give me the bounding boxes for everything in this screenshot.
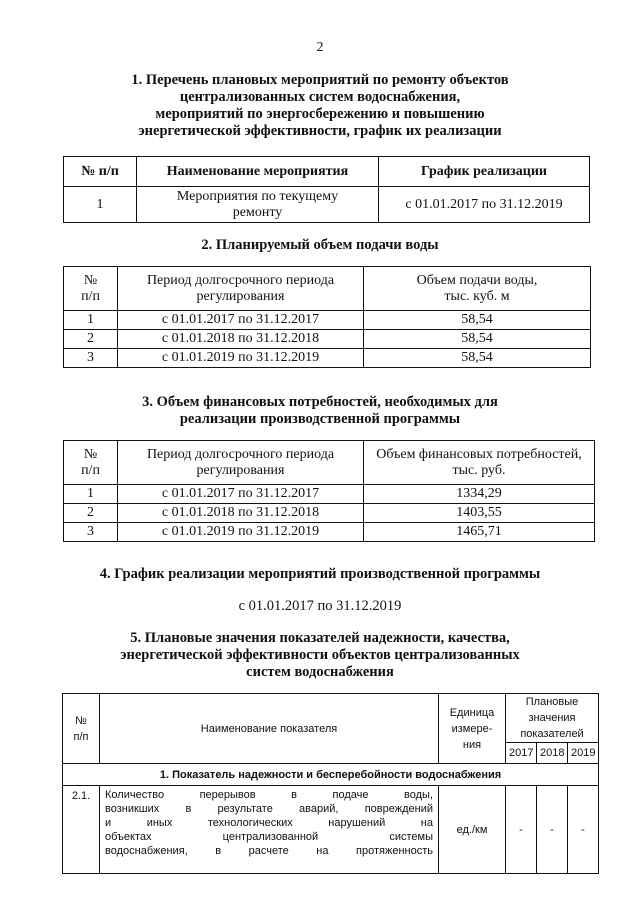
table-row: [64, 504, 595, 523]
header-period-line: регулирования: [196, 462, 285, 478]
row-value-2019: -: [568, 786, 599, 874]
row-indicator-line: Количество перерывов в подаче воды,: [105, 789, 433, 801]
section1-title-line: мероприятий по энергосбережению и повышению: [155, 106, 485, 122]
table-row: [64, 523, 595, 542]
table-subheading-row: [63, 764, 599, 786]
table-row: [64, 330, 591, 349]
header-financial-needs: [364, 441, 595, 485]
section3-title: [0, 394, 640, 428]
section1-title-line: 1. Перечень плановых мероприятий по ремонту объектов: [131, 72, 509, 88]
header-num-line: п/п: [81, 288, 100, 304]
section3-table: [63, 440, 595, 542]
row-unit: ед./км: [439, 786, 506, 874]
header-planned-values: [506, 694, 599, 743]
row-value: 1465,71: [364, 523, 595, 542]
row-num: 2: [64, 330, 118, 349]
table-header-row: [64, 157, 590, 187]
row-value: 58,54: [364, 349, 591, 368]
table-row: [64, 187, 590, 223]
section2-title: [0, 237, 640, 254]
row-num: 1: [64, 485, 118, 504]
row-num: 3: [64, 349, 118, 368]
header-period-line: Период долгосрочного периода: [146, 446, 335, 462]
row-period: с 01.01.2019 по 31.12.2019: [118, 523, 364, 542]
row-period: с 01.01.2017 по 31.12.2017: [118, 485, 364, 504]
page-number: 2: [316, 40, 324, 55]
row-value-2017: -: [506, 786, 537, 874]
row-num: 2.1.: [63, 786, 100, 874]
section1-table: [63, 156, 590, 223]
header-num-line: №: [83, 272, 98, 288]
row-value: 1403,55: [364, 504, 595, 523]
row-value: 1334,29: [364, 485, 595, 504]
header-schedule: График реализации: [379, 157, 590, 187]
header-num: [63, 694, 100, 764]
header-water-volume: [364, 267, 591, 311]
section5-title: [0, 630, 640, 681]
header-unit: [439, 694, 506, 764]
header-period: [118, 441, 364, 485]
section5-title-line: систем водоснабжения: [246, 664, 394, 680]
row-value: 58,54: [364, 330, 591, 349]
row-indicator-line: и иных технологических нарушений на: [105, 817, 433, 829]
row-period: с 01.01.2018 по 31.12.2018: [118, 504, 364, 523]
header-planned-line: показателей: [520, 728, 584, 740]
row-value-2018: -: [537, 786, 568, 874]
subheading-reliability: 1. Показатель надежности и бесперебойности водоснабжения: [63, 764, 599, 786]
row-num: 3: [64, 523, 118, 542]
section5-title-line: энергетической эффективности объектов централизованных: [120, 647, 520, 663]
header-num: [64, 267, 118, 311]
header-period-line: регулирования: [196, 288, 285, 304]
header-indicator-name: Наименование показателя: [100, 694, 439, 764]
section2-table: [63, 266, 591, 368]
section3-title-line: 3. Объем финансовых потребностей, необходимых для: [142, 394, 498, 410]
row-num: 2: [64, 504, 118, 523]
row-num: 1: [64, 311, 118, 330]
section5-table: [62, 693, 599, 874]
header-year: 2019: [568, 743, 599, 764]
section5-title-line: 5. Плановые значения показателей надежности, качества,: [130, 630, 510, 646]
row-period: с 01.01.2017 по 31.12.2017: [118, 311, 364, 330]
table-row: [64, 349, 591, 368]
row-num: 1: [64, 187, 137, 223]
section4-period: с 01.01.2017 по 31.12.2019: [238, 598, 402, 614]
header-year: 2018: [537, 743, 568, 764]
table-header-row: [64, 441, 595, 485]
header-unit-line: ния: [462, 738, 482, 751]
row-activity-name-line: ремонту: [232, 204, 283, 220]
section1-title: [0, 72, 640, 140]
row-activity-name-line: Мероприятия по текущему: [176, 188, 339, 204]
table-row: [64, 485, 595, 504]
section4-title: [0, 566, 640, 583]
section4-title-line: 4. График реализации мероприятий производственной программы: [99, 566, 541, 582]
header-unit-line: измере-: [451, 722, 493, 735]
row-indicator-name: [100, 786, 439, 874]
row-value: 58,54: [364, 311, 591, 330]
header-volume-line: Объем подачи воды,: [416, 272, 538, 288]
header-planned-line: Плановые значения: [525, 696, 579, 724]
section1-title-line: энергетической эффективности, график их реализации: [138, 123, 502, 139]
section2-title-line: 2. Планируемый объем подачи воды: [201, 237, 439, 253]
header-num: № п/п: [64, 157, 137, 187]
header-activity-name: Наименование мероприятия: [137, 157, 379, 187]
header-num-line: №: [75, 714, 87, 727]
row-period: с 01.01.2019 по 31.12.2019: [118, 349, 364, 368]
section1-title-line: централизованных систем водоснабжения,: [179, 89, 461, 105]
header-num-line: №: [83, 446, 98, 462]
header-period-line: Период долгосрочного периода: [146, 272, 335, 288]
row-schedule: с 01.01.2017 по 31.12.2019: [379, 187, 590, 223]
row-indicator-line: водоснабжения, в расчете на протяженность: [105, 845, 433, 857]
table-row: [63, 786, 599, 874]
table-header-row: [63, 694, 599, 743]
table-header-row: [64, 267, 591, 311]
header-num-line: п/п: [73, 730, 89, 743]
row-indicator-line: возникших в результате аварий, повреждений: [105, 803, 433, 815]
row-period: с 01.01.2018 по 31.12.2018: [118, 330, 364, 349]
row-indicator-line: объектах централизованной системы: [105, 831, 433, 843]
header-num: [64, 441, 118, 485]
header-unit-line: Единица: [449, 706, 495, 719]
section3-title-line: реализации производственной программы: [179, 411, 461, 427]
table-row: [64, 311, 591, 330]
header-volume-line: тыс. куб. м: [444, 288, 510, 304]
header-period: [118, 267, 364, 311]
header-financial-line: Объем финансовых потребностей,: [376, 446, 582, 462]
header-financial-line: тыс. руб.: [452, 462, 506, 478]
header-year: 2017: [506, 743, 537, 764]
header-num-line: п/п: [81, 462, 100, 478]
row-activity-name: [137, 187, 379, 223]
